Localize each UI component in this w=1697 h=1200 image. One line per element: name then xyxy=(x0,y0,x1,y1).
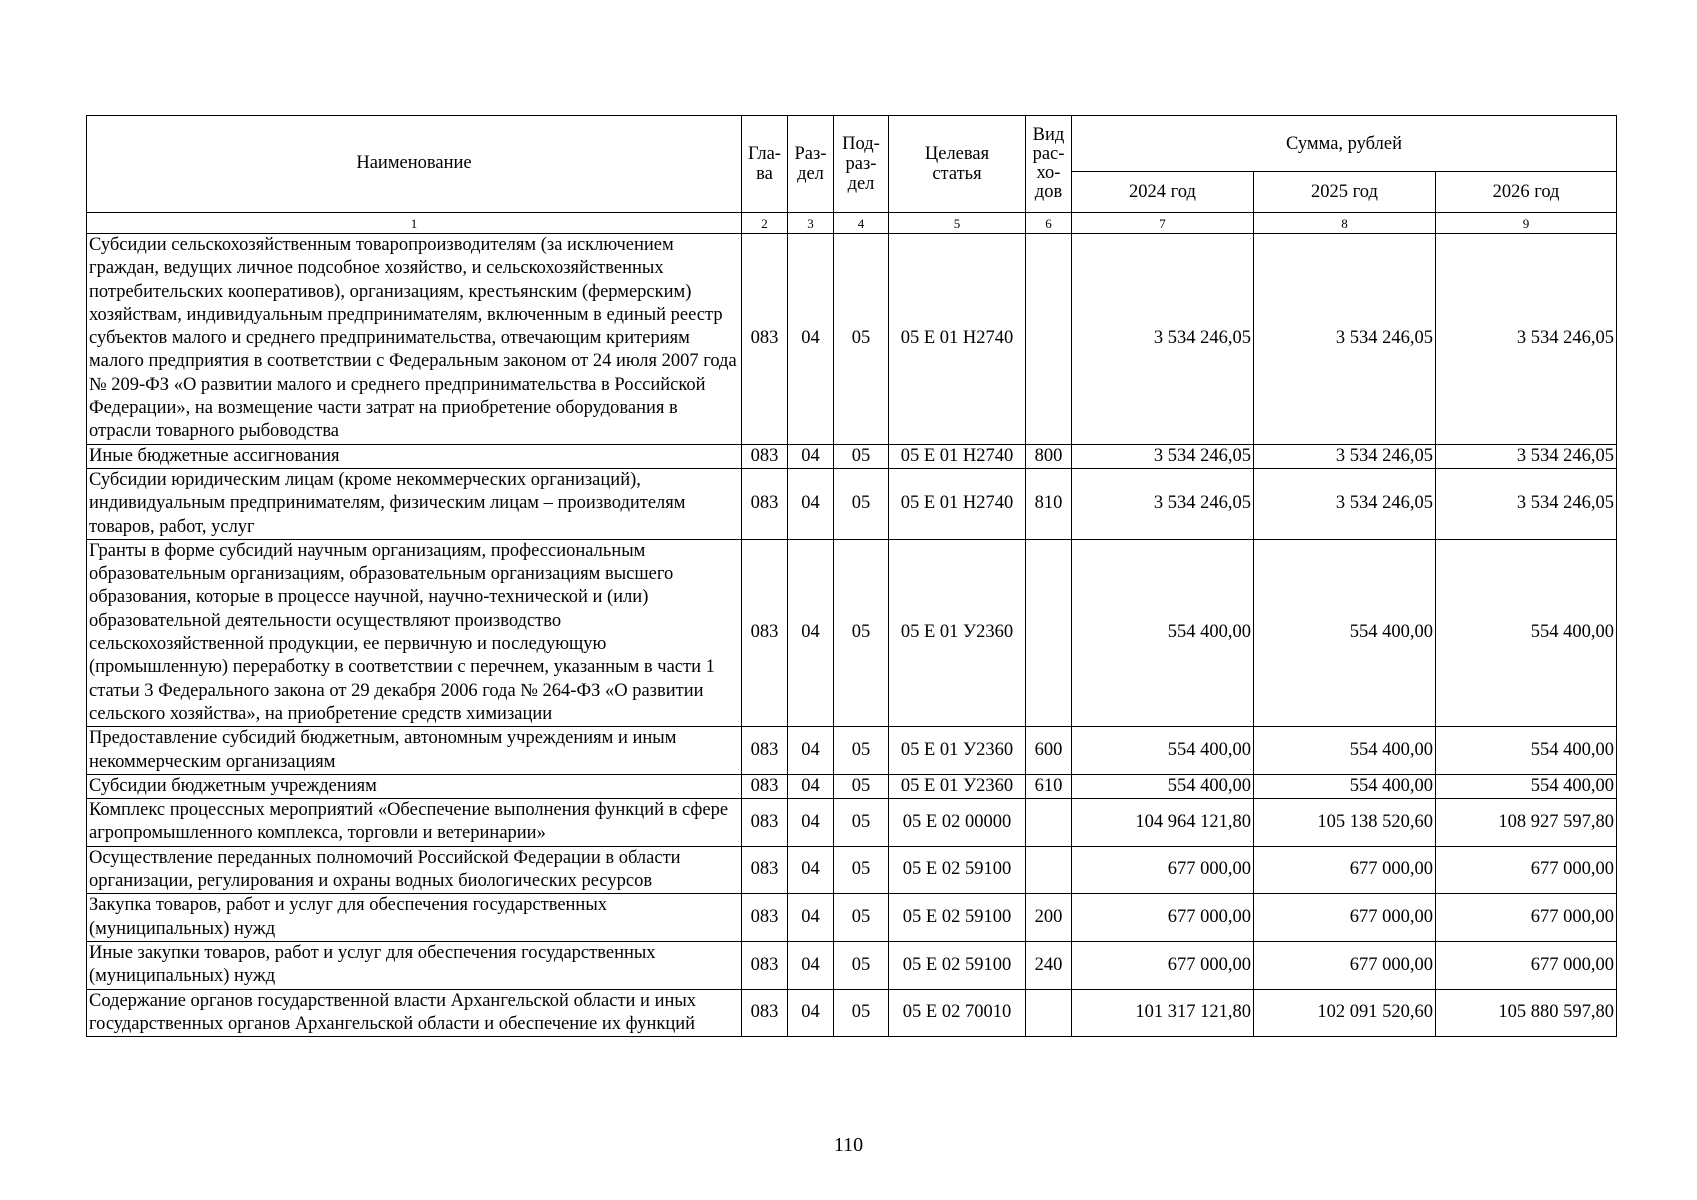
row-sum-2024: 554 400,00 xyxy=(1072,774,1254,798)
row-razdel: 04 xyxy=(788,989,834,1037)
row-glava: 083 xyxy=(742,774,788,798)
row-razdel: 04 xyxy=(788,234,834,445)
row-podrazdel: 05 xyxy=(834,539,889,726)
row-sum-2025: 3 534 246,05 xyxy=(1254,234,1436,445)
row-sum-2024: 3 534 246,05 xyxy=(1072,234,1254,445)
table-row xyxy=(87,234,1617,445)
header-year-2025: 2025 год xyxy=(1254,172,1436,213)
row-glava: 083 xyxy=(742,989,788,1037)
header-razdel: Раз- дел xyxy=(788,116,834,213)
row-sum-2026: 554 400,00 xyxy=(1436,774,1617,798)
row-sum-2024: 677 000,00 xyxy=(1072,894,1254,942)
row-vid-rashodov xyxy=(1026,846,1072,894)
row-glava: 083 xyxy=(742,727,788,775)
page-number: 110 xyxy=(833,1134,864,1156)
row-celevaya-statya: 05 Е 02 59100 xyxy=(889,941,1026,989)
row-podrazdel: 05 xyxy=(834,941,889,989)
row-sum-2024: 554 400,00 xyxy=(1072,727,1254,775)
row-podrazdel: 05 xyxy=(834,234,889,445)
header-podrazdel: Под- раз- дел xyxy=(834,116,889,213)
row-sum-2025: 677 000,00 xyxy=(1254,894,1436,942)
row-sum-2024: 677 000,00 xyxy=(1072,846,1254,894)
header-celevaya-statya: Целевая статья xyxy=(889,116,1026,213)
row-sum-2025: 105 138 520,60 xyxy=(1254,799,1436,847)
table-row xyxy=(87,989,1617,1037)
row-sum-2025: 677 000,00 xyxy=(1254,846,1436,894)
row-sum-2024: 101 317 121,80 xyxy=(1072,989,1254,1037)
row-sum-2025: 677 000,00 xyxy=(1254,941,1436,989)
row-sum-2025: 554 400,00 xyxy=(1254,727,1436,775)
row-sum-2024: 3 534 246,05 xyxy=(1072,468,1254,539)
row-razdel: 04 xyxy=(788,846,834,894)
col-number: 4 xyxy=(834,213,889,234)
row-sum-2024: 3 534 246,05 xyxy=(1072,444,1254,468)
table-row xyxy=(87,539,1617,726)
col-number: 5 xyxy=(889,213,1026,234)
budget-table xyxy=(86,115,1617,1037)
table-row xyxy=(87,468,1617,539)
row-razdel: 04 xyxy=(788,468,834,539)
row-podrazdel: 05 xyxy=(834,846,889,894)
header-vid-rashodov: Вид рас- хо- дов xyxy=(1026,116,1072,213)
row-celevaya-statya: 05 Е 02 59100 xyxy=(889,894,1026,942)
row-vid-rashodov xyxy=(1026,989,1072,1037)
row-glava: 083 xyxy=(742,846,788,894)
row-name: Комплекс процессных мероприятий «Обеспечение выполнения функций в сфере агропромышленного комплекса, торговли и ветеринарии» xyxy=(87,799,742,847)
row-sum-2026: 108 927 597,80 xyxy=(1436,799,1617,847)
row-vid-rashodov: 810 xyxy=(1026,468,1072,539)
table-row xyxy=(87,846,1617,894)
row-sum-2026: 3 534 246,05 xyxy=(1436,468,1617,539)
row-podrazdel: 05 xyxy=(834,468,889,539)
row-vid-rashodov: 800 xyxy=(1026,444,1072,468)
row-glava: 083 xyxy=(742,799,788,847)
row-sum-2026: 677 000,00 xyxy=(1436,941,1617,989)
row-vid-rashodov xyxy=(1026,539,1072,726)
row-celevaya-statya: 05 Е 02 70010 xyxy=(889,989,1026,1037)
row-sum-2025: 554 400,00 xyxy=(1254,774,1436,798)
row-sum-2024: 104 964 121,80 xyxy=(1072,799,1254,847)
row-podrazdel: 05 xyxy=(834,989,889,1037)
row-name: Субсидии бюджетным учреждениям xyxy=(87,774,742,798)
row-celevaya-statya: 05 Е 01 У2360 xyxy=(889,774,1026,798)
row-podrazdel: 05 xyxy=(834,894,889,942)
row-celevaya-statya: 05 Е 01 Н2740 xyxy=(889,444,1026,468)
row-sum-2025: 3 534 246,05 xyxy=(1254,468,1436,539)
table-row xyxy=(87,444,1617,468)
table-row xyxy=(87,799,1617,847)
row-razdel: 04 xyxy=(788,539,834,726)
table-row xyxy=(87,727,1617,775)
row-razdel: 04 xyxy=(788,444,834,468)
row-sum-2026: 554 400,00 xyxy=(1436,539,1617,726)
row-podrazdel: 05 xyxy=(834,774,889,798)
row-name: Иные закупки товаров, работ и услуг для обеспечения государственных (муниципальных) нужд xyxy=(87,941,742,989)
row-sum-2026: 554 400,00 xyxy=(1436,727,1617,775)
column-numbers-row xyxy=(87,213,1617,234)
row-name: Субсидии сельскохозяйственным товаропроизводителям (за исключением граждан, ведущих личное подсобное хозяйство, и сельскохозяйственных потребительских кооперативов), организациям, крестьянским (фермерским) хозяйствам, индивидуальным предпринимателям, включенным в единый реестр субъектов малого и среднего предпринимательства, отвечающим критериям малого предприятия в соответствии с Федеральным законом от 24 июля 2007 года № 209-ФЗ «О развитии малого и среднего предпринимательства в Российской Федерации», на возмещение части затрат на приобретение оборудования в отрасли товарного рыбоводства xyxy=(87,234,742,445)
row-sum-2025: 102 091 520,60 xyxy=(1254,989,1436,1037)
header-glava: Гла- ва xyxy=(742,116,788,213)
row-celevaya-statya: 05 Е 01 У2360 xyxy=(889,727,1026,775)
row-sum-2026: 3 534 246,05 xyxy=(1436,444,1617,468)
row-glava: 083 xyxy=(742,539,788,726)
row-razdel: 04 xyxy=(788,774,834,798)
row-sum-2026: 105 880 597,80 xyxy=(1436,989,1617,1037)
row-glava: 083 xyxy=(742,468,788,539)
row-celevaya-statya: 05 Е 02 00000 xyxy=(889,799,1026,847)
row-celevaya-statya: 05 Е 02 59100 xyxy=(889,846,1026,894)
row-glava: 083 xyxy=(742,234,788,445)
row-podrazdel: 05 xyxy=(834,444,889,468)
row-vid-rashodov: 600 xyxy=(1026,727,1072,775)
row-podrazdel: 05 xyxy=(834,799,889,847)
row-vid-rashodov: 240 xyxy=(1026,941,1072,989)
row-razdel: 04 xyxy=(788,799,834,847)
row-razdel: 04 xyxy=(788,727,834,775)
row-vid-rashodov xyxy=(1026,799,1072,847)
row-sum-2024: 677 000,00 xyxy=(1072,941,1254,989)
table-row xyxy=(87,774,1617,798)
row-name: Субсидии юридическим лицам (кроме некоммерческих организаций), индивидуальным предпринимателям, физическим лицам – производителям товаров, работ, услуг xyxy=(87,468,742,539)
row-name: Иные бюджетные ассигнования xyxy=(87,444,742,468)
table-row xyxy=(87,894,1617,942)
row-sum-2025: 554 400,00 xyxy=(1254,539,1436,726)
row-sum-2026: 677 000,00 xyxy=(1436,846,1617,894)
row-glava: 083 xyxy=(742,444,788,468)
row-sum-2025: 3 534 246,05 xyxy=(1254,444,1436,468)
col-number: 3 xyxy=(788,213,834,234)
header-year-2026: 2026 год xyxy=(1436,172,1617,213)
row-name: Предоставление субсидий бюджетным, автономным учреждениям и иным некоммерческим организациям xyxy=(87,727,742,775)
row-razdel: 04 xyxy=(788,941,834,989)
row-vid-rashodov: 610 xyxy=(1026,774,1072,798)
header-summa: Сумма, рублей xyxy=(1072,116,1617,172)
row-glava: 083 xyxy=(742,894,788,942)
row-podrazdel: 05 xyxy=(834,727,889,775)
row-name: Гранты в форме субсидий научным организациям, профессиональным образовательным организациям, образовательным организациям высшего образования, которые в процессе научной, научно-технической и (или) образовательной деятельности осуществляют производство сельскохозяйственной продукции, ее первичную и последующую (промышленную) переработку в соответствии с перечнем, указанным в части 1 статьи 3 Федерального закона от 29 декабря 2006 года № 264-ФЗ «О развитии сельского хозяйства», на приобретение средств химизации xyxy=(87,539,742,726)
row-celevaya-statya: 05 Е 01 У2360 xyxy=(889,539,1026,726)
col-number: 1 xyxy=(87,213,742,234)
table-row xyxy=(87,941,1617,989)
col-number: 7 xyxy=(1072,213,1254,234)
row-celevaya-statya: 05 Е 01 Н2740 xyxy=(889,468,1026,539)
row-sum-2024: 554 400,00 xyxy=(1072,539,1254,726)
row-sum-2026: 677 000,00 xyxy=(1436,894,1617,942)
row-name: Закупка товаров, работ и услуг для обеспечения государственных (муниципальных) нужд xyxy=(87,894,742,942)
col-number: 8 xyxy=(1254,213,1436,234)
row-vid-rashodov xyxy=(1026,234,1072,445)
row-name: Содержание органов государственной власти Архангельской области и иных государственных органов Архангельской области и обеспечение их функций xyxy=(87,989,742,1037)
row-glava: 083 xyxy=(742,941,788,989)
row-razdel: 04 xyxy=(788,894,834,942)
row-name: Осуществление переданных полномочий Российской Федерации в области организации, регулирования и охраны водных биологических ресурсов xyxy=(87,846,742,894)
header-name: Наименование xyxy=(87,116,742,213)
header-year-2024: 2024 год xyxy=(1072,172,1254,213)
col-number: 6 xyxy=(1026,213,1072,234)
row-celevaya-statya: 05 Е 01 Н2740 xyxy=(889,234,1026,445)
row-vid-rashodov: 200 xyxy=(1026,894,1072,942)
col-number: 9 xyxy=(1436,213,1617,234)
col-number: 2 xyxy=(742,213,788,234)
row-sum-2026: 3 534 246,05 xyxy=(1436,234,1617,445)
